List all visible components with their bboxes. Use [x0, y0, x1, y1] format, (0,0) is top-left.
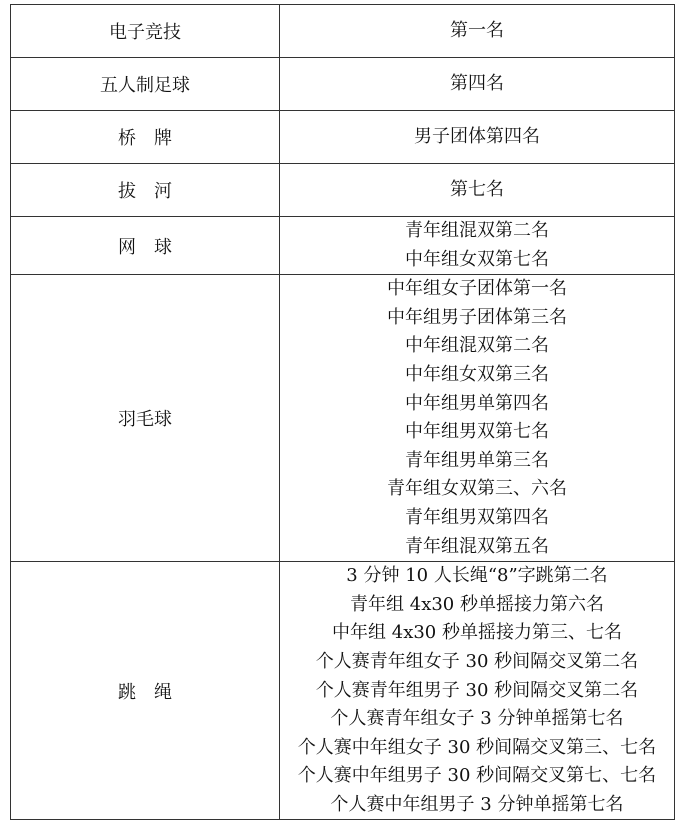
result-cell: [280, 5, 675, 58]
result-line: 第一名: [450, 19, 504, 41]
result-line: 个人赛青年组女子 3 分钟单摇第七名: [330, 708, 624, 730]
result-line: 青年组女双第三、六名: [387, 478, 567, 500]
result-line: 第七名: [450, 178, 504, 200]
result-cell: [280, 111, 675, 164]
event-name: 桥 牌: [11, 111, 280, 164]
result-cell: [280, 217, 675, 275]
table-row: [11, 275, 675, 562]
result-line: 青年组男单第三名: [405, 449, 549, 471]
result-cell: [280, 58, 675, 111]
result-line: 中年组女双第七名: [405, 248, 549, 270]
event-name: 网 球: [11, 217, 280, 275]
result-cell: [280, 562, 675, 820]
table-row: [11, 562, 675, 820]
table-row: [11, 5, 675, 58]
table-row: [11, 111, 675, 164]
result-line: 个人赛中年组男子 30 秒间隔交叉第七、七名: [297, 765, 657, 787]
result-line: 中年组男双第七名: [405, 421, 549, 443]
result-line: 中年组女双第三名: [405, 363, 549, 385]
result-line: 青年组 4x30 秒单摇接力第六名: [350, 593, 604, 615]
result-line: 男子团体第四名: [414, 125, 540, 147]
result-line: 中年组混双第二名: [405, 335, 549, 357]
event-name: 电子竞技: [11, 5, 280, 58]
event-name: 拔 河: [11, 164, 280, 217]
result-line: 青年组混双第二名: [405, 220, 549, 241]
result-line: 青年组混双第五名: [405, 535, 549, 557]
result-line: 中年组男单第四名: [405, 392, 549, 414]
result-line: 3 分钟 10 人长绳“8”字跳第二名: [346, 565, 608, 587]
table-row: [11, 217, 675, 275]
result-cell: [280, 275, 675, 562]
result-line: 第四名: [450, 72, 504, 94]
result-line: 中年组 4x30 秒单摇接力第三、七名: [332, 622, 622, 644]
result-line: 个人赛青年组男子 30 秒间隔交叉第二名: [315, 679, 639, 701]
event-name: 羽毛球: [11, 275, 280, 562]
result-line: 中年组男子团体第三名: [387, 306, 567, 328]
table-row: [11, 164, 675, 217]
result-line: 个人赛青年组女子 30 秒间隔交叉第二名: [315, 650, 639, 672]
result-line: 个人赛中年组女子 30 秒间隔交叉第三、七名: [297, 736, 657, 758]
results-table: [10, 4, 675, 820]
event-name: 五人制足球: [11, 58, 280, 111]
table-row: [11, 58, 675, 111]
result-line: 中年组女子团体第一名: [387, 278, 567, 300]
result-line: 青年组男双第四名: [405, 506, 549, 528]
result-line: 个人赛中年组男子 3 分钟单摇第七名: [330, 793, 624, 815]
result-cell: [280, 164, 675, 217]
event-name: 跳 绳: [11, 562, 280, 820]
